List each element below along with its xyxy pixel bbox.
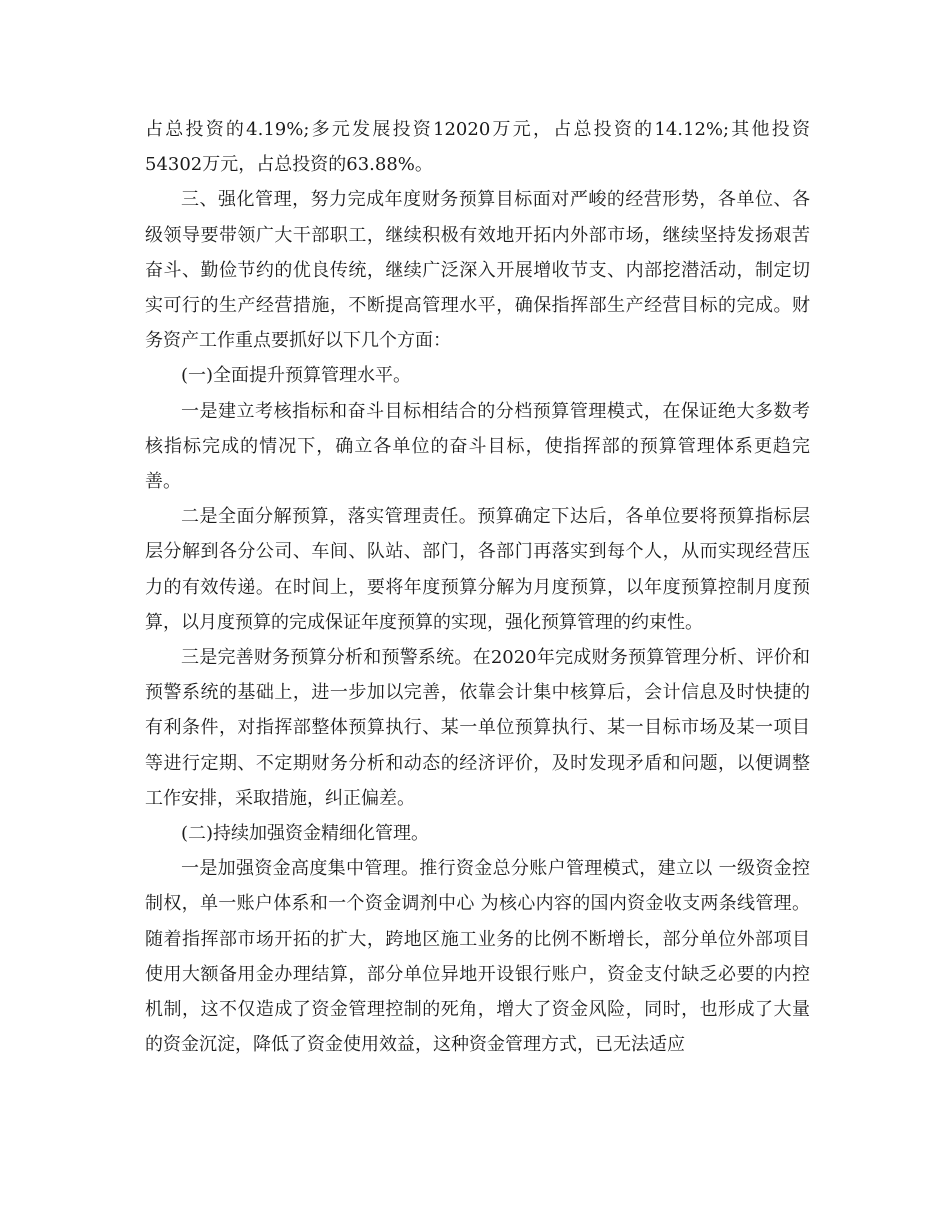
paragraph-budget-point-three: 三是完善财务预算分析和预警系统。在2020年完成财务预算管理分析、评价和预警系统的基础上，进一步加以完善，依靠会计集中核算后，会计信息及时快捷的有利条件，对指挥部整体预算执行、某一单位预算执行、某一目标市场及某一项目等进行定期、不定期财务分析和动态的经济评价，及时发现矛盾和问题，以便调整工作安排，采取措施，纠正偏差。 xyxy=(145,647,810,809)
paragraph-section-three: 三、强化管理，努力完成年度财务预算目标面对严峻的经营形势，各单位、各级领导要带领广大干部职工，继续积极有效地开拓内外部市场，继续坚持发扬艰苦奋斗、勤俭节约的优良传统，继续广泛深入开展增收节支、内部挖潜活动，制定切实可行的生产经营措施，不断提高管理水平，确保指挥部生产经营目标的完成。财务资产工作重点要抓好以下几个方面： xyxy=(145,189,810,352)
subheading-budget-management: (一)全面提升预算管理水平。 xyxy=(181,365,412,387)
paragraph-budget-point-one: 一是建立考核指标和奋斗目标相结合的分档预算管理模式，在保证绝大多数考核指标完成的情况下，确立各单位的奋斗目标，使指挥部的预算管理体系更趋完善。 xyxy=(145,400,810,493)
document-page xyxy=(145,112,810,1062)
subheading-fund-management: (二)持续加强资金精细化管理。 xyxy=(181,823,430,845)
paragraph-budget-point-two: 二是全面分解预算，落实管理责任。预算确定下达后，各单位要将预算指标层层分解到各分公司、车间、队站、部门，各部门再落实到每个人，从而实现经营压力的有效传递。在时间上，要将年度预算分解为月度预算，以年度预算控制月度预算，以月度预算的完成保证年度预算的实现，强化预算管理的约束性。 xyxy=(145,506,810,633)
paragraph-investment-continued: 占总投资的4.19%;多元发展投资12020万元，占总投资的14.12%;其他投资54302万元，占总投资的63.88%。 xyxy=(145,119,810,176)
paragraph-fund-point-one: 一是加强资金高度集中管理。推行资金总分账户管理模式，建立以 一级资金控制权，单一账户体系和一个资金调剂中心 为核心内容的国内资金收支两条线管理。随着指挥部市场开拓的扩大，跨地区施工业务的比例不断增长，部分单位外部项目使用大额备用金办理结算，部分单位异地开设银行账户，资金支付缺乏必要的内控机制，这不仅造成了资金管理控制的死角，增大了资金风险，同时，也形成了大量的资金沉淀，降低了资金使用效益，这种资金管理方式，已无法适应 xyxy=(145,858,810,1056)
